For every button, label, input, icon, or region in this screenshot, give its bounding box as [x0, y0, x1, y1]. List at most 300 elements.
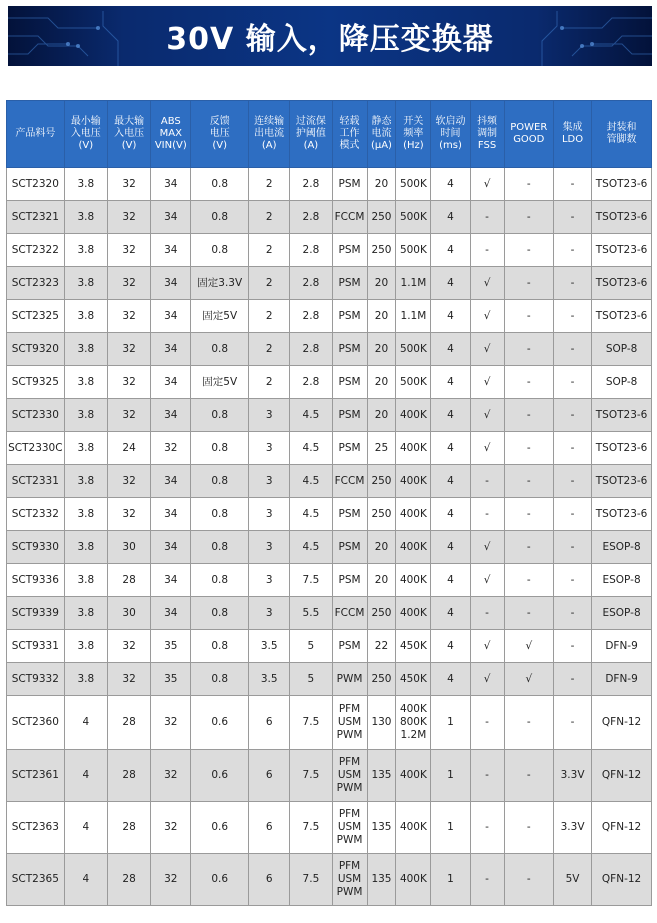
table-row: [7, 399, 652, 432]
table-cell: TSOT23-6: [592, 267, 652, 300]
table-cell: 20: [367, 366, 396, 399]
table-cell: 0.8: [191, 201, 249, 234]
table-cell: PSM: [332, 498, 367, 531]
part-number-cell: SCT9331: [7, 630, 65, 663]
table-cell: ESOP-8: [592, 531, 652, 564]
table-cell: 25: [367, 432, 396, 465]
table-cell: √: [504, 663, 553, 696]
table-cell: 7.5: [290, 802, 332, 854]
table-row: [7, 300, 652, 333]
table-cell: -: [504, 234, 553, 267]
table-cell: 4: [64, 696, 107, 750]
part-number-cell: SCT2322: [7, 234, 65, 267]
table-cell: 固定5V: [191, 300, 249, 333]
table-cell: √: [470, 333, 504, 366]
table-cell: 32: [107, 630, 150, 663]
table-cell: 2: [249, 333, 290, 366]
table-cell: -: [504, 168, 553, 201]
table-cell: 35: [151, 630, 191, 663]
table-cell: PFM USM PWM: [332, 696, 367, 750]
table-cell: 4: [64, 854, 107, 906]
table-cell: 20: [367, 399, 396, 432]
table-cell: 250: [367, 465, 396, 498]
table-cell: 32: [107, 333, 150, 366]
table-cell: 135: [367, 854, 396, 906]
table-cell: 5: [290, 663, 332, 696]
table-cell: SOP-8: [592, 366, 652, 399]
table-cell: FCCM: [332, 465, 367, 498]
table-cell: -: [504, 802, 553, 854]
table-cell: 34: [151, 300, 191, 333]
table-cell: 400K: [396, 564, 431, 597]
table-cell: 28: [107, 802, 150, 854]
table-cell: -: [470, 696, 504, 750]
part-number-cell: SCT2360: [7, 696, 65, 750]
table-cell: 5.5: [290, 597, 332, 630]
table-cell: 4.5: [290, 531, 332, 564]
table-cell: 0.8: [191, 432, 249, 465]
table-cell: -: [554, 300, 592, 333]
table-cell: 3.8: [64, 432, 107, 465]
table-cell: 2: [249, 366, 290, 399]
table-cell: 34: [151, 267, 191, 300]
table-row: [7, 168, 652, 201]
table-cell: 32: [107, 498, 150, 531]
table-cell: -: [504, 201, 553, 234]
table-cell: 32: [151, 696, 191, 750]
table-cell: √: [470, 432, 504, 465]
table-cell: 250: [367, 663, 396, 696]
table-cell: 4: [431, 300, 470, 333]
table-cell: 3.8: [64, 333, 107, 366]
part-number-cell: SCT9330: [7, 531, 65, 564]
table-cell: -: [504, 399, 553, 432]
table-cell: ESOP-8: [592, 564, 652, 597]
table-cell: -: [554, 201, 592, 234]
table-cell: 34: [151, 168, 191, 201]
column-header: 连续输 出电流 (A): [249, 101, 290, 168]
table-cell: 250: [367, 234, 396, 267]
table-cell: 3.8: [64, 366, 107, 399]
table-cell: 34: [151, 531, 191, 564]
table-cell: 1.1M: [396, 267, 431, 300]
table-cell: 20: [367, 300, 396, 333]
table-cell: PSM: [332, 168, 367, 201]
table-cell: 3.5: [249, 663, 290, 696]
table-cell: 500K: [396, 366, 431, 399]
table-cell: 3: [249, 432, 290, 465]
table-cell: QFN-12: [592, 696, 652, 750]
table-cell: 2.8: [290, 366, 332, 399]
table-cell: TSOT23-6: [592, 201, 652, 234]
table-cell: 34: [151, 366, 191, 399]
table-cell: 34: [151, 597, 191, 630]
table-cell: -: [504, 531, 553, 564]
table-cell: 32: [107, 366, 150, 399]
table-cell: 4: [431, 531, 470, 564]
table-cell: -: [554, 399, 592, 432]
table-cell: TSOT23-6: [592, 399, 652, 432]
table-cell: -: [504, 750, 553, 802]
part-number-cell: SCT2321: [7, 201, 65, 234]
table-cell: 4: [431, 630, 470, 663]
table-cell: 0.8: [191, 498, 249, 531]
table-cell: 0.8: [191, 465, 249, 498]
table-cell: 2.8: [290, 201, 332, 234]
table-cell: 450K: [396, 630, 431, 663]
table-cell: 7.5: [290, 854, 332, 906]
table-cell: 20: [367, 267, 396, 300]
column-header: 软启动 时间 (ms): [431, 101, 470, 168]
table-cell: 34: [151, 498, 191, 531]
table-cell: √: [470, 630, 504, 663]
part-number-cell: SCT9325: [7, 366, 65, 399]
table-cell: -: [504, 267, 553, 300]
table-row: [7, 750, 652, 802]
part-number-cell: SCT9332: [7, 663, 65, 696]
table-cell: 4.5: [290, 432, 332, 465]
table-cell: 2.8: [290, 234, 332, 267]
table-cell: DFN-9: [592, 630, 652, 663]
table-cell: 4: [64, 802, 107, 854]
table-cell: 3.8: [64, 498, 107, 531]
table-cell: QFN-12: [592, 854, 652, 906]
table-cell: -: [504, 854, 553, 906]
table-cell: 34: [151, 333, 191, 366]
part-number-cell: SCT2320: [7, 168, 65, 201]
part-number-cell: SCT2363: [7, 802, 65, 854]
table-row: [7, 234, 652, 267]
table-cell: 32: [107, 399, 150, 432]
table-cell: 1: [431, 696, 470, 750]
table-cell: √: [470, 300, 504, 333]
column-header: POWER GOOD: [504, 101, 553, 168]
table-cell: 28: [107, 564, 150, 597]
table-cell: 130: [367, 696, 396, 750]
table-cell: 2: [249, 168, 290, 201]
table-cell: 32: [107, 201, 150, 234]
table-cell: √: [470, 168, 504, 201]
table-cell: -: [470, 201, 504, 234]
table-cell: 4: [431, 168, 470, 201]
page-title: 30V 输入，降压变换器: [166, 22, 494, 57]
column-header: 开关 频率 (Hz): [396, 101, 431, 168]
table-cell: 32: [107, 267, 150, 300]
table-cell: 400K: [396, 854, 431, 906]
table-cell: 20: [367, 531, 396, 564]
table-row: [7, 498, 652, 531]
table-cell: 20: [367, 168, 396, 201]
table-cell: 3.8: [64, 168, 107, 201]
table-cell: 7.5: [290, 696, 332, 750]
column-header: 抖频 调制 FSS: [470, 101, 504, 168]
table-cell: 32: [107, 465, 150, 498]
table-cell: SOP-8: [592, 333, 652, 366]
table-cell: 32: [151, 802, 191, 854]
table-cell: 5: [290, 630, 332, 663]
table-cell: 32: [107, 300, 150, 333]
table-row: [7, 802, 652, 854]
table-cell: 400K: [396, 597, 431, 630]
table-cell: √: [504, 630, 553, 663]
table-cell: 28: [107, 696, 150, 750]
column-header: 最大输 入电压 (V): [107, 101, 150, 168]
table-cell: PSM: [332, 531, 367, 564]
table-cell: PSM: [332, 432, 367, 465]
table-row: [7, 630, 652, 663]
table-cell: √: [470, 366, 504, 399]
table-cell: 6: [249, 750, 290, 802]
table-cell: -: [554, 234, 592, 267]
table-cell: 2.8: [290, 267, 332, 300]
table-cell: 32: [107, 663, 150, 696]
table-cell: -: [504, 333, 553, 366]
table-cell: 3.8: [64, 267, 107, 300]
table-cell: -: [470, 750, 504, 802]
table-cell: PSM: [332, 300, 367, 333]
table-cell: 400K: [396, 432, 431, 465]
table-cell: 0.8: [191, 234, 249, 267]
table-cell: -: [504, 366, 553, 399]
table-cell: 1: [431, 802, 470, 854]
table-cell: 3.8: [64, 234, 107, 267]
table-cell: 3: [249, 399, 290, 432]
table-cell: 4: [431, 597, 470, 630]
part-number-cell: SCT2365: [7, 854, 65, 906]
table-cell: 3.3V: [554, 802, 592, 854]
table-cell: -: [554, 366, 592, 399]
table-cell: 400K: [396, 802, 431, 854]
table-cell: 4: [431, 465, 470, 498]
table-cell: -: [554, 267, 592, 300]
table-cell: 3.8: [64, 465, 107, 498]
table-cell: 0.6: [191, 802, 249, 854]
table-cell: 0.8: [191, 630, 249, 663]
table-cell: 3: [249, 531, 290, 564]
table-cell: -: [554, 630, 592, 663]
table-cell: PSM: [332, 366, 367, 399]
table-cell: 0.6: [191, 854, 249, 906]
table-cell: -: [554, 168, 592, 201]
table-cell: 7.5: [290, 564, 332, 597]
table-cell: 400K: [396, 399, 431, 432]
table-cell: 4: [431, 663, 470, 696]
table-cell: 24: [107, 432, 150, 465]
table-cell: 3.8: [64, 531, 107, 564]
table-cell: 4.5: [290, 399, 332, 432]
part-number-cell: SCT2330C: [7, 432, 65, 465]
table-cell: 400K 800K 1.2M: [396, 696, 431, 750]
table-cell: 3.8: [64, 399, 107, 432]
table-cell: 34: [151, 465, 191, 498]
table-cell: PSM: [332, 630, 367, 663]
table-cell: -: [470, 854, 504, 906]
table-cell: 0.8: [191, 399, 249, 432]
table-cell: 4: [431, 498, 470, 531]
table-cell: 400K: [396, 465, 431, 498]
table-cell: √: [470, 663, 504, 696]
table-cell: 500K: [396, 234, 431, 267]
table-row: [7, 333, 652, 366]
table-row: [7, 201, 652, 234]
table-cell: FCCM: [332, 201, 367, 234]
table-cell: 0.8: [191, 333, 249, 366]
table-cell: 20: [367, 564, 396, 597]
table-cell: 400K: [396, 750, 431, 802]
table-row: [7, 854, 652, 906]
part-number-cell: SCT2332: [7, 498, 65, 531]
table-cell: -: [554, 465, 592, 498]
table-cell: -: [554, 663, 592, 696]
column-header: 静态 电流 (μA): [367, 101, 396, 168]
column-header: 过流保 护阈值 (A): [290, 101, 332, 168]
table-cell: 4: [431, 399, 470, 432]
table-cell: 400K: [396, 498, 431, 531]
table-cell: √: [470, 399, 504, 432]
table-cell: PSM: [332, 399, 367, 432]
table-body: [7, 168, 652, 906]
table-row: [7, 366, 652, 399]
table-cell: 32: [107, 168, 150, 201]
table-cell: 32: [151, 432, 191, 465]
table-cell: -: [504, 597, 553, 630]
table-cell: TSOT23-6: [592, 234, 652, 267]
table-cell: -: [470, 802, 504, 854]
table-cell: 500K: [396, 333, 431, 366]
table-cell: -: [554, 564, 592, 597]
table-cell: 1: [431, 854, 470, 906]
table-cell: √: [470, 267, 504, 300]
table-row: [7, 465, 652, 498]
table-cell: 2: [249, 267, 290, 300]
table-cell: 4: [431, 201, 470, 234]
table-cell: -: [504, 498, 553, 531]
table-cell: 1.1M: [396, 300, 431, 333]
table-cell: PSM: [332, 564, 367, 597]
title-banner: [8, 6, 652, 66]
table-cell: 3: [249, 498, 290, 531]
table-cell: 3.8: [64, 201, 107, 234]
table-cell: 135: [367, 750, 396, 802]
table-cell: 0.6: [191, 750, 249, 802]
table-cell: 2: [249, 234, 290, 267]
part-number-cell: SCT2361: [7, 750, 65, 802]
table-row: [7, 663, 652, 696]
table-cell: 5V: [554, 854, 592, 906]
column-header: 反馈 电压 (V): [191, 101, 249, 168]
table-cell: 34: [151, 564, 191, 597]
table-cell: 35: [151, 663, 191, 696]
column-header: 轻载 工作 模式: [332, 101, 367, 168]
table-row: [7, 696, 652, 750]
table-cell: -: [470, 597, 504, 630]
table-cell: 34: [151, 399, 191, 432]
table-cell: -: [470, 465, 504, 498]
table-cell: ESOP-8: [592, 597, 652, 630]
table-row: [7, 267, 652, 300]
table-cell: 3.8: [64, 300, 107, 333]
table-cell: TSOT23-6: [592, 300, 652, 333]
table-cell: 6: [249, 696, 290, 750]
table-row: [7, 531, 652, 564]
table-cell: 3: [249, 465, 290, 498]
table-cell: 32: [151, 750, 191, 802]
table-cell: 250: [367, 498, 396, 531]
table-cell: 32: [107, 234, 150, 267]
part-number-cell: SCT9320: [7, 333, 65, 366]
column-header: 最小输 入电压 (V): [64, 101, 107, 168]
table-cell: 1: [431, 750, 470, 802]
column-header: 集成 LDO: [554, 101, 592, 168]
table-cell: FCCM: [332, 597, 367, 630]
table-cell: 450K: [396, 663, 431, 696]
table-cell: 0.6: [191, 696, 249, 750]
column-header: 封装和 管脚数: [592, 101, 652, 168]
table-cell: 固定5V: [191, 366, 249, 399]
table-cell: QFN-12: [592, 802, 652, 854]
table-cell: 30: [107, 597, 150, 630]
part-number-cell: SCT2325: [7, 300, 65, 333]
table-cell: 4: [431, 366, 470, 399]
table-cell: 6: [249, 802, 290, 854]
table-cell: -: [504, 432, 553, 465]
table-cell: 2: [249, 300, 290, 333]
table-cell: 20: [367, 333, 396, 366]
table-cell: 3.8: [64, 564, 107, 597]
table-cell: 22: [367, 630, 396, 663]
table-cell: PSM: [332, 333, 367, 366]
table-cell: 250: [367, 597, 396, 630]
table-cell: DFN-9: [592, 663, 652, 696]
table-cell: 0.8: [191, 168, 249, 201]
table-cell: 3.5: [249, 630, 290, 663]
column-header: ABS MAX VIN(V): [151, 101, 191, 168]
table-cell: PWM: [332, 663, 367, 696]
table-cell: 6: [249, 854, 290, 906]
table-cell: 30: [107, 531, 150, 564]
table-cell: 3.8: [64, 663, 107, 696]
column-header: 产品料号: [7, 101, 65, 168]
table-cell: -: [554, 531, 592, 564]
table-header: [7, 101, 652, 168]
table-cell: 3.8: [64, 597, 107, 630]
table-cell: 250: [367, 201, 396, 234]
table-cell: 4: [431, 432, 470, 465]
table-row: [7, 432, 652, 465]
table-cell: 4: [431, 267, 470, 300]
table-cell: 2: [249, 201, 290, 234]
table-cell: 2.8: [290, 300, 332, 333]
part-number-cell: SCT2330: [7, 399, 65, 432]
table-cell: -: [504, 465, 553, 498]
table-cell: PSM: [332, 234, 367, 267]
table-cell: 固定3.3V: [191, 267, 249, 300]
table-cell: 0.8: [191, 531, 249, 564]
table-cell: -: [554, 333, 592, 366]
table-cell: -: [504, 564, 553, 597]
table-cell: 28: [107, 750, 150, 802]
table-cell: PFM USM PWM: [332, 750, 367, 802]
table-cell: PFM USM PWM: [332, 854, 367, 906]
part-number-cell: SCT9339: [7, 597, 65, 630]
table-cell: TSOT23-6: [592, 465, 652, 498]
table-cell: 0.8: [191, 564, 249, 597]
table-cell: 3: [249, 564, 290, 597]
table-cell: TSOT23-6: [592, 168, 652, 201]
table-cell: 2.8: [290, 333, 332, 366]
table-cell: 0.8: [191, 597, 249, 630]
table-cell: 4: [64, 750, 107, 802]
